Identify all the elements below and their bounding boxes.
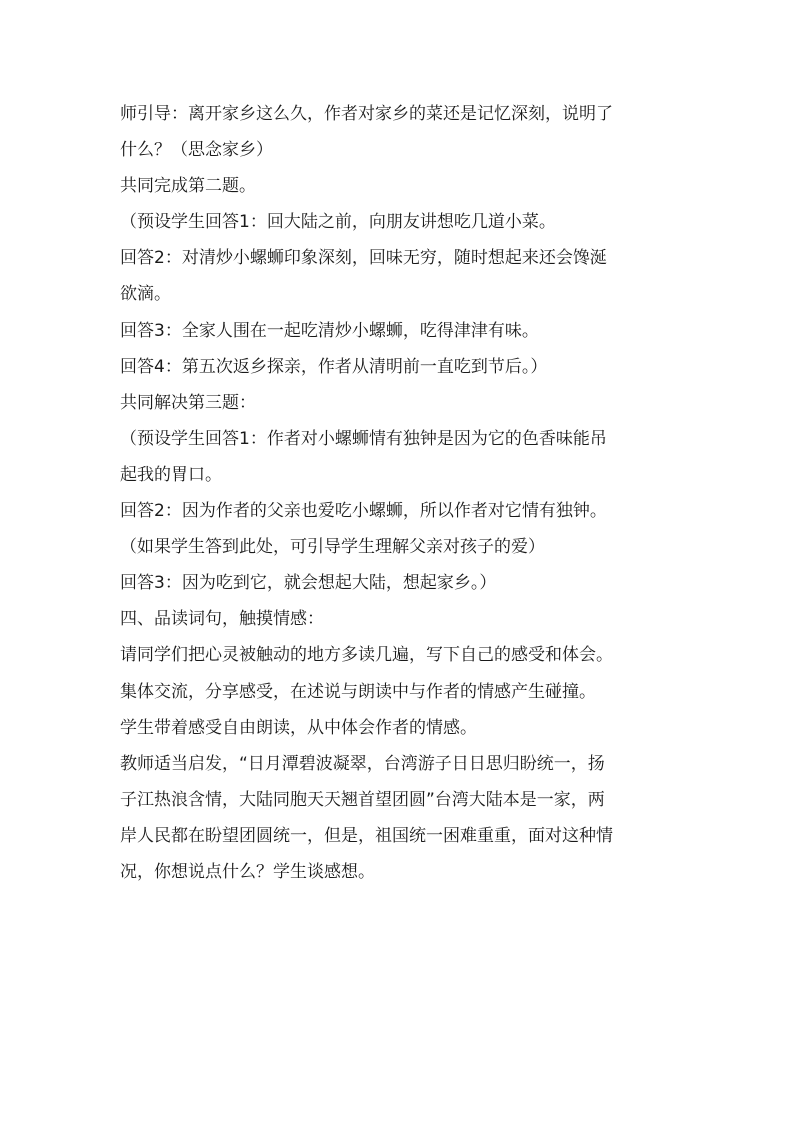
text-line: （如果学生答到此处，可引导学生理解父亲对孩子的爱）: [120, 537, 545, 558]
section-heading: 四、品读词句，触摸情感：: [120, 609, 324, 630]
text-line: （预设学生回答1：回大陆之前，向朋友讲想吃几道小菜。: [120, 212, 556, 233]
text-line: 子江热浪含情，大陆同胞天天翘首望团圆”台湾大陆本是一家，两: [120, 789, 605, 810]
text-line: 欲滴。: [120, 284, 171, 305]
text-line: 起我的胃口。: [120, 464, 222, 485]
text-line: 共同完成第二题。: [120, 176, 256, 197]
text-line: 集体交流，分享感受，在述说与朗读中与作者的情感产生碰撞。: [120, 681, 596, 702]
document-body: [120, 96, 680, 890]
text-line: 回答3：因为吃到它，就会想起大陆，想起家乡。）: [120, 573, 497, 594]
text-line: 回答4：第五次返乡探亲，作者从清明前一直吃到节后。）: [120, 356, 548, 377]
text-line: 什么？（思念家乡）: [120, 140, 273, 161]
text-line: 请同学们把心灵被触动的地方多读几遍，写下自己的感受和体会。: [120, 645, 613, 666]
text-line: 岸人民都在盼望团圆统一，但是，祖国统一困难重重，面对这种情: [120, 825, 613, 846]
text-line: 回答2：对清炒小螺蛳印象深刻，回味无穷，随时想起来还会馋涎: [120, 248, 607, 269]
text-line: 回答3：全家人围在一起吃清炒小螺蛳，吃得津津有味。: [120, 320, 539, 341]
text-line: 师引导：离开家乡这么久，作者对家乡的菜还是记忆深刻，说明了: [120, 104, 613, 124]
text-line: 回答2：因为作者的父亲也爱吃小螺蛳，所以作者对它情有独钟。: [120, 501, 607, 522]
text-line: 教师适当启发，“日月潭碧波凝翠，台湾游子日日思归盼统一，扬: [120, 753, 605, 774]
text-line: 共同解决第三题：: [120, 392, 256, 413]
text-line: 学生带着感受自由朗读，从中体会作者的情感。: [120, 717, 477, 738]
text-line: （预设学生回答1：作者对小螺蛳情有独钟是因为它的色香味能吊: [120, 428, 607, 449]
text-line: 况，你想说点什么？学生谈感想。: [120, 861, 375, 882]
